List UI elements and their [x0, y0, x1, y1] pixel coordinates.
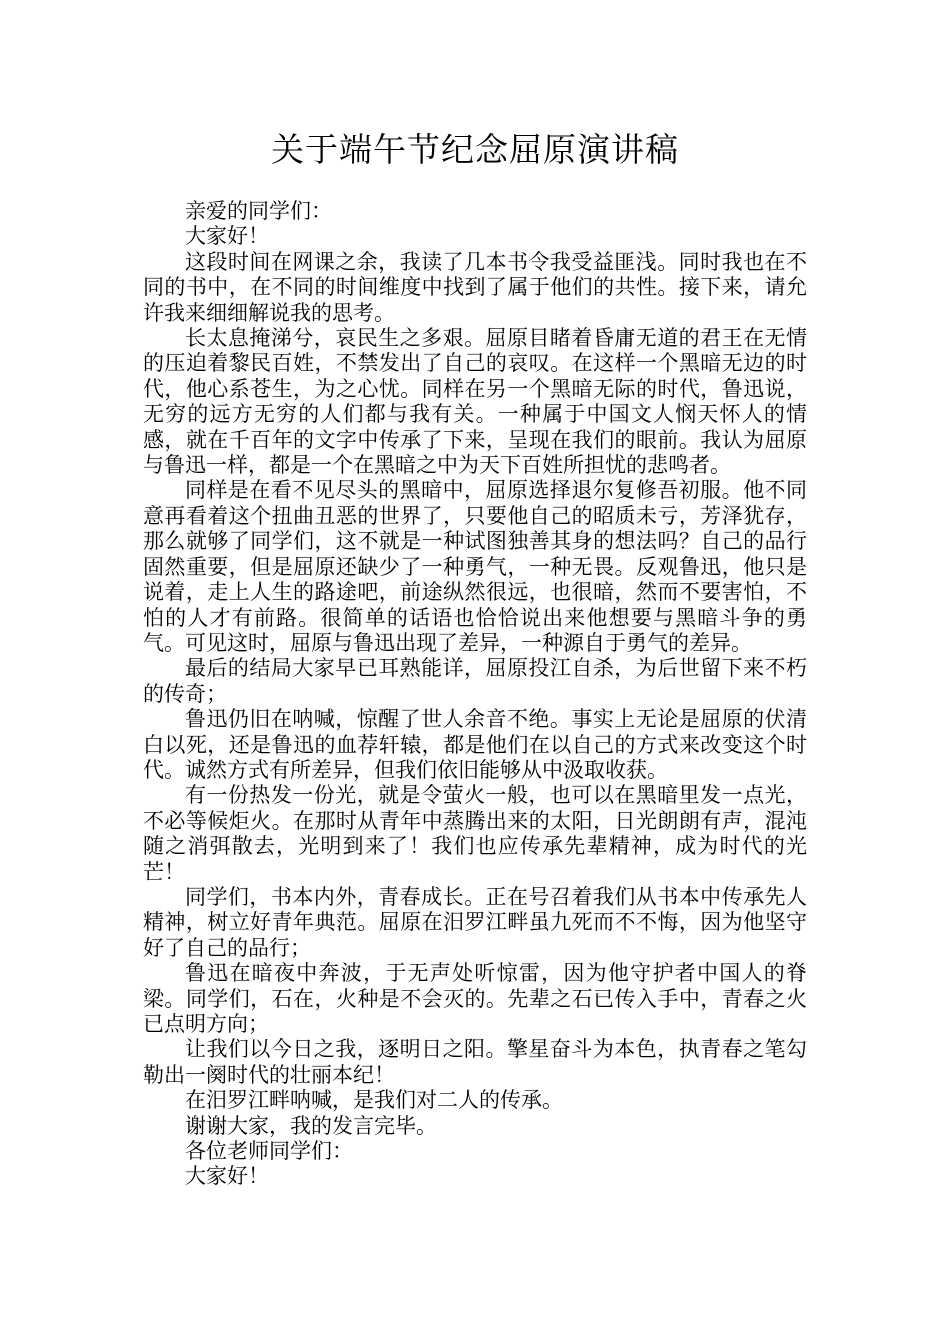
paragraph: 这段时间在网课之余，我读了几本书令我受益匪浅。同时我也在不同的书中，在不同的时间维度中找到了属于他们的共性。接下来，请允许我来细细解说我的思考。: [143, 249, 807, 325]
closing-line: 谢谢大家，我的发言完毕。: [185, 1113, 437, 1138]
paragraph: 在汨罗江畔呐喊，是我们对二人的传承。: [185, 1088, 563, 1113]
document-title: 关于端午节纪念屈原演讲稿: [271, 130, 679, 169]
paragraph: 有一份热发一份光，就是令萤火一般，也可以在黑暗里发一点光，不必等候炬火。在那时从青年中蒸腾出来的太阳，日光朗朗有声，混沌随之消弭散去，光明到来了！我们也应传承先辈精神，成为时代的光芒！: [143, 783, 807, 884]
greeting-line: 亲爱的同学们：: [185, 199, 332, 223]
document-body: [143, 199, 807, 1190]
paragraph: 同学们，书本内外，青春成长。正在号召着我们从书本中传承先人精神，树立好青年典范。屈原在汨罗江畔虽九死而不不悔，因为他坚守好了自己的品行；: [143, 884, 807, 960]
paragraph: 长太息掩涕兮，哀民生之多艰。屈原目睹着昏庸无道的君王在无情的压迫着黎民百姓，不禁发出了自己的哀叹。在这样一个黑暗无边的时代，他心系苍生，为之心忧。同样在另一个黑暗无际的时代，鲁迅说，无穷的远方无穷的人们都与我有关。一种属于中国文人悯天怀人的情感，就在千百年的文字中传承了下来，呈现在我们的眼前。我认为屈原与鲁迅一样，都是一个在黑暗之中为天下百姓所担忧的悲鸣者。: [143, 326, 807, 478]
paragraph: 同样是在看不见尽头的黑暗中，屈原选择退尔复修吾初服。他不同意再看着这个扭曲丑恶的世界了，只要他自己的昭质未亏，芳泽犹存，那么就够了同学们，这不就是一种试图独善其身的想法吗？自己的品行固然重要，但是屈原还缺少了一种勇气，一种无畏。反观鲁迅，他只是说着，走上人生的路途吧，前途纵然很远，也很暗，然而不要害怕，不怕的人才有前路。很简单的话语也恰恰说出来他想要与黑暗斗争的勇气。可见这时，屈原与鲁迅出现了差异，一种源自于勇气的差异。: [143, 478, 807, 655]
salutation-line: 大家好！: [185, 1164, 269, 1189]
salutation-line: 大家好！: [185, 224, 269, 249]
paragraph: 鲁迅仍旧在呐喊，惊醒了世人余音不绝。事实上无论是屈原的伏清白以死，还是鲁迅的血荐轩辕，都是他们在以自己的方式来改变这个时代。诚然方式有所差异，但我们依旧能够从中汲取收获。: [143, 707, 807, 782]
greeting-line: 各位老师同学们：: [185, 1139, 353, 1164]
paragraph: 最后的结局大家早已耳熟能详，屈原投江自杀，为后世留下来不朽的传奇；: [143, 656, 807, 706]
paragraph: 鲁迅在暗夜中奔波，于无声处听惊雷，因为他守护者中国人的脊梁。同学们，石在，火种是不会灭的。先辈之石已传入手中，青春之火已点明方向；: [143, 961, 807, 1036]
paragraph: 让我们以今日之我，逐明日之阳。擎星奋斗为本色，执青春之笔勾勒出一阕时代的壮丽本纪！: [143, 1037, 807, 1087]
